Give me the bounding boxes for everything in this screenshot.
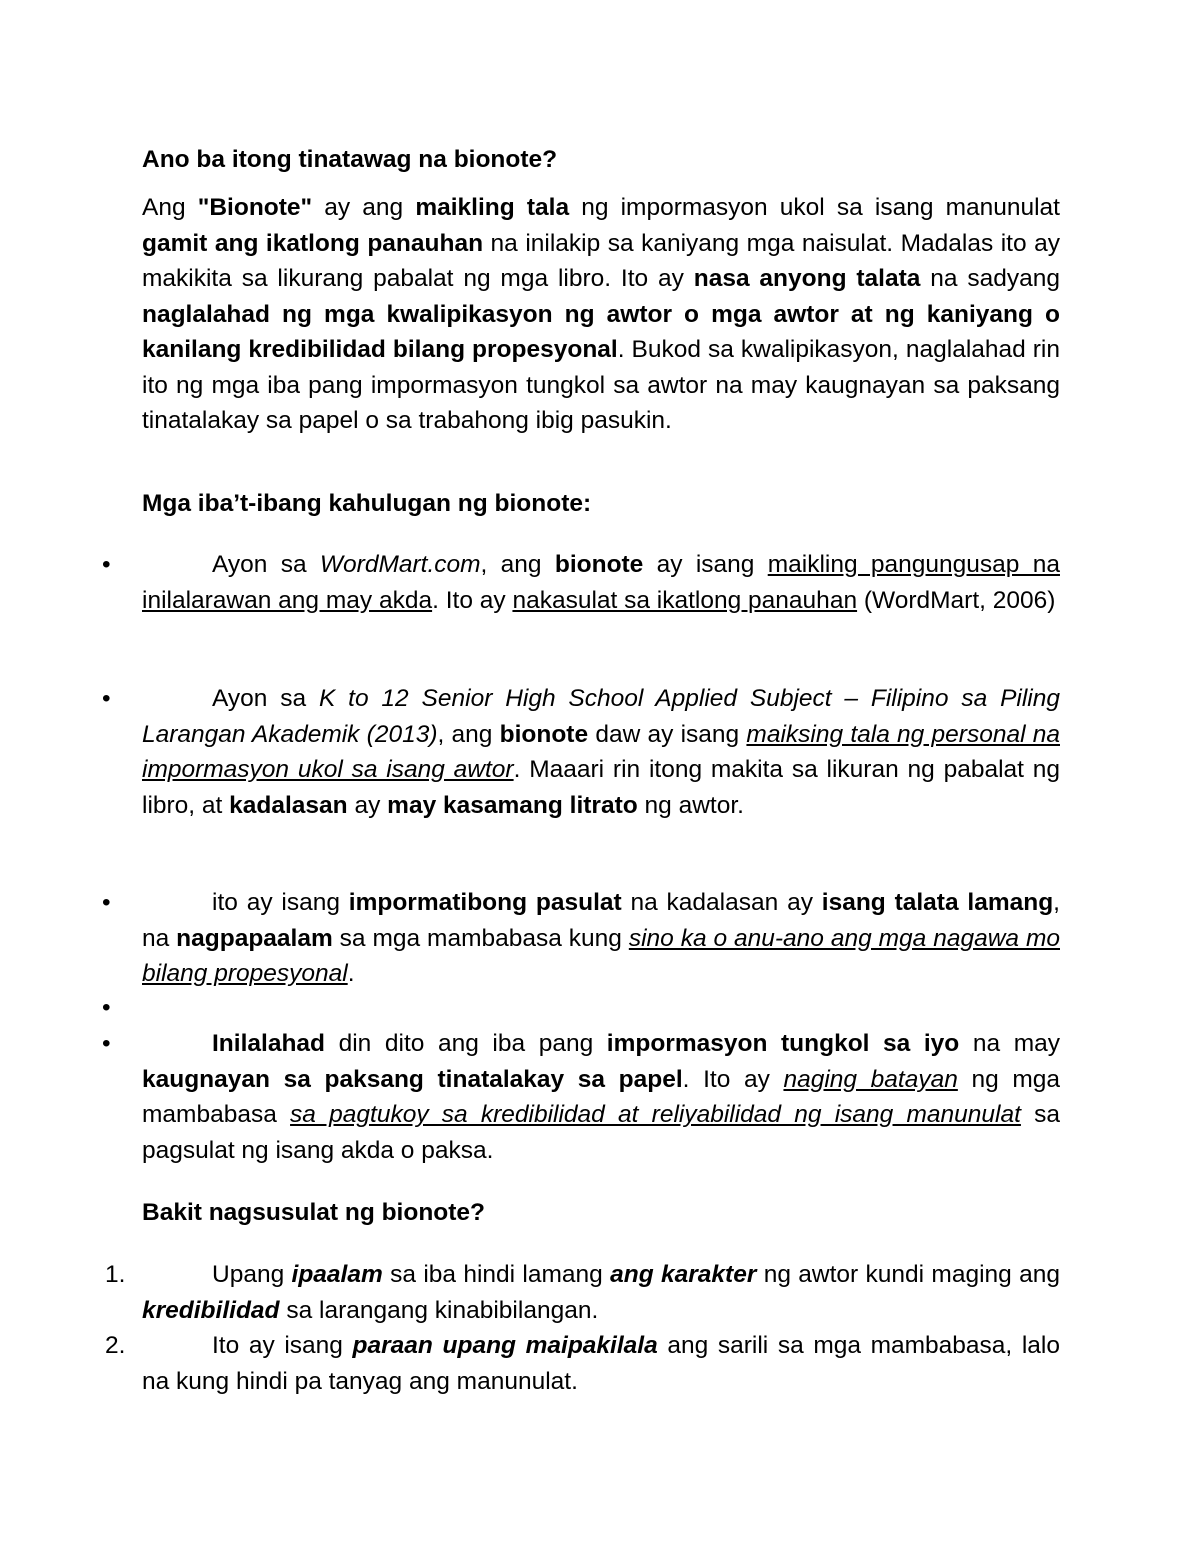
list-number: 2. [105,1332,126,1359]
bullet-marker: • [102,685,111,712]
bullet-item-informative: • ito ay isang impormatibong pasulat na kadalasan ay isang talata lamang, na nagpapaalam sa mga mambabasa kung sino ka o anu-ano ang mga nagawa mo bilang propesyonal. [142,885,1060,992]
numbered-item-2: 2. Ito ay isang paraan upang maipakilala ang sarili sa mga mambabasa, lalo na kung hindi pa tanyag ang manunulat. [142,1328,1060,1399]
bullet-marker: • [102,994,111,1021]
bullet-marker: • [102,889,111,916]
bullet-item-k12: • Ayon sa K to 12 Senior High School Applied Subject – Filipino sa Piling Larangan Akademik (2013), ang bionote daw ay isang maiksing tala ng personal na impormasyon ukol sa isang awtor. Maaari rin itong makita sa likuran ng pabalat ng libro, at kadalasan ay may kasamang litrato ng awtor. [142,681,1060,823]
list-number: 1. [105,1261,126,1288]
heading-what-is-bionote: Ano ba itong tinatawag na bionote? [142,146,558,173]
heading-meanings: Mga iba’t-ibang kahulugan ng bionote: [142,490,592,517]
definition-paragraph: Ang "Bionote" ay ang maikling tala ng impormasyon ukol sa isang manunulat gamit ang ikatlong panauhan na inilakip sa kaniyang mga naisulat. Madalas ito ay makikita sa likurang pabalat ng mga libro. Ito ay nasa anyong talata na sadyang naglalahad ng mga kwalipikasyon ng awtor o mga awtor at ng kaniyang o kanilang kredibilidad bilang propesyonal. Bukod sa kwalipikasyon, naglalahad rin ito ng mga iba pang impormasyon tungkol sa awtor na may kaugnayan sa paksang tinatalakay sa papel o sa trabahong ibig pasukin. [142,194,1061,434]
bullet-item-wordmart: • Ayon sa WordMart.com, ang bionote ay isang maikling pangungusap na inilalarawan ang may akda. Ito ay nakasulat sa ikatlong panauhan (WordMart, 2006) [142,547,1060,618]
bullet-marker: • [102,1030,111,1057]
bullet-marker: • [102,551,111,578]
bullet-item-other-info: • Inilalahad din dito ang iba pang impormasyon tungkol sa iyo na may kaugnayan sa paksang tinatalakay sa papel. Ito ay naging batayan ng mga mambabasa sa pagtukoy sa kredibilidad at reliyabilidad ng isang manunulat sa pagsulat ng isang akda o paksa. [142,1026,1060,1168]
numbered-item-1: 1. Upang ipaalam sa iba hindi lamang ang karakter ng awtor kundi maging ang kredibilidad sa larangang kinabibilangan. [142,1257,1060,1328]
heading-why-write: Bakit nagsusulat ng bionote? [142,1199,486,1226]
